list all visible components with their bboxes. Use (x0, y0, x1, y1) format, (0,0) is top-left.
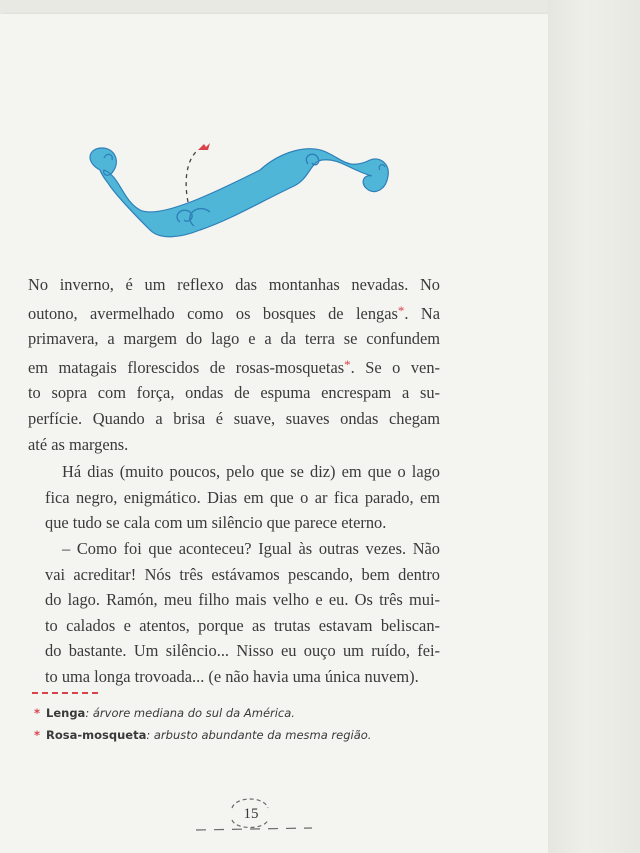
text-line (28, 298, 440, 327)
footnote-term: Rosa-mosqueta (46, 728, 147, 742)
text-line: No inverno, é um reflexo das montanhas nevadas. No (28, 275, 440, 294)
paragraph-3 (28, 536, 440, 690)
footnote-lenga (34, 702, 454, 724)
small-red-figure (198, 143, 210, 150)
paragraph-1 (28, 272, 440, 457)
text-line: do bastante. Um silêncio... Nisso eu ouço um ruído, fei- (45, 641, 440, 661)
footnote-text: : árvore mediana do sul da América. (85, 706, 295, 720)
footnote-star: * (344, 356, 351, 372)
text-line: até as margens. (28, 434, 129, 454)
text-line: vai acreditar! Nós três estávamos pescando, bem dentro (45, 564, 440, 584)
footnote-rosa-mosqueta (34, 724, 454, 746)
footnotes (34, 702, 454, 746)
page-number: 15 (243, 806, 259, 822)
text-segment: outono, avermelhado como os bosques de lengas (28, 303, 398, 323)
sea-creature-illustration (80, 130, 400, 250)
footnote-term: Lenga (46, 706, 86, 720)
text-segment: . Se o ven- (350, 357, 440, 377)
text-line: primavera, a margem do lago e a da terra se confundem (28, 329, 440, 349)
footnote-star: * (397, 302, 405, 318)
creature-body (90, 148, 388, 237)
text-line: do lago. Ramón, meu filho mais velho e eu. Os três mui- (45, 590, 440, 610)
footnote-star: * (34, 728, 41, 742)
page-number-ornament (190, 790, 320, 840)
text-line: to sopra com força, ondas de espuma encrespam a su- (28, 383, 440, 403)
text-line: – Como foi que aconteceu? Igual às outras vezes. Não (62, 538, 440, 558)
text-line: to uma longa trovoada... (e não havia uma única nuvem). (45, 666, 419, 686)
text-line (28, 352, 440, 381)
text-line: to calados e atentos, porque as trutas estavam beliscan- (45, 615, 440, 635)
text-line: perfície. Quando a brisa é suave, suaves ondas chegam (28, 408, 440, 428)
paragraph-2 (28, 459, 440, 536)
body-text (28, 272, 440, 690)
footnote-text: : arbusto abundante da mesma região. (146, 728, 372, 742)
text-line: fica negro, enigmático. Dias em que o ar fica parado, em (45, 487, 440, 507)
footnote-star: * (34, 706, 41, 720)
text-line: Há dias (muito poucos, pelo que se diz) em que o lago (62, 462, 440, 482)
text-segment: em matagais florescidos de rosas-mosquetas (28, 357, 345, 377)
trajectory-dashed-line (186, 150, 198, 202)
footnote-divider (32, 692, 98, 696)
text-segment: . Na (404, 303, 440, 323)
book-spine (548, 0, 640, 853)
text-line: que tudo se cala com um silêncio que parece eterno. (45, 513, 387, 533)
